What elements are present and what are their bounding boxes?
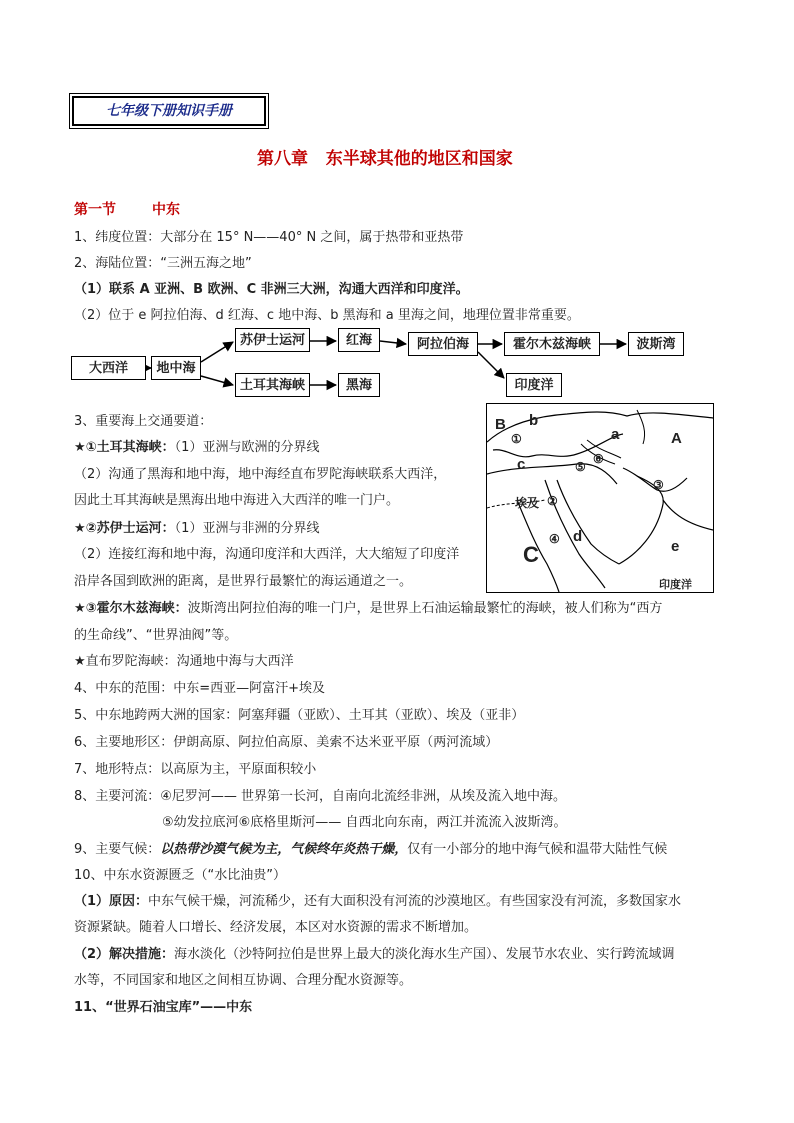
line-3b2: （2）连接红海和地中海，沟通印度洋和大西洋，大大缩短了印度洋 xyxy=(74,547,460,562)
line-3b xyxy=(74,520,319,538)
line-9 xyxy=(74,841,667,859)
line-3a2: （2）沟通了黑海和地中海，地中海经直布罗陀海峡联系大西洋， xyxy=(74,467,447,482)
line-2: 2、海陆位置：“三洲五海之地” xyxy=(74,256,252,271)
line-10b xyxy=(74,946,675,964)
line-9-b: 以热带沙漠气候为主，气候终年炎热干燥， xyxy=(160,842,408,857)
line-11: 11、“世界石油宝库”——中东 xyxy=(74,1000,253,1015)
line-3b-head: ★②苏伊士运河： xyxy=(74,521,175,536)
map-label-3: ③ xyxy=(653,478,664,492)
line-3a-text: （1）亚洲与欧洲的分界线 xyxy=(174,440,320,455)
box-turkish: 土耳其海峡 xyxy=(235,373,310,397)
line-3b-text: （1）亚洲与非洲的分界线 xyxy=(174,521,320,536)
header-tag-text: 七年级下册知识手册 xyxy=(106,103,232,119)
box-indian-ocean: 印度洋 xyxy=(506,373,562,397)
line-1: 1、纬度位置：大部分在 15° N——40° N 之间，属于热带和亚热带 xyxy=(74,230,464,245)
box-persian-gulf: 波斯湾 xyxy=(628,332,684,356)
line-10b2: 水等，不同国家和地区之间相互协调、合理分配水资源等。 xyxy=(74,973,413,988)
line-3: 3、重要海上交通要道： xyxy=(74,414,213,429)
line-6: 6、主要地形区：伊朗高原、阿拉伯高原、美索不达米亚平原（两河流域） xyxy=(74,735,499,750)
line-3c-text: 波斯湾出阿拉伯海的唯一门户，是世界上石油运输最繁忙的海峡，被人们称为“西方 xyxy=(187,601,663,616)
line-7: 7、地形特点：以高原为主，平原面积较小 xyxy=(74,762,317,777)
box-atlantic: 大西洋 xyxy=(71,356,146,380)
line-10a-text: 中东气候干燥，河流稀少，还有大面积没有河流的沙漠地区。有些国家没有河流，多数国家水 xyxy=(148,894,682,909)
line-4: 4、中东的范围：中东=西亚—阿富汗+埃及 xyxy=(74,681,326,696)
map-label-e: e xyxy=(671,538,680,555)
line-9-a: 9、主要气候： xyxy=(74,842,161,857)
line-10a2: 资源紧缺。随着人口增长、经济发展，本区对水资源的需求不断增加。 xyxy=(74,920,478,935)
line-3c xyxy=(74,600,662,618)
map-label-b: b xyxy=(529,412,539,429)
box-red-sea: 红海 xyxy=(338,328,380,352)
map-label-d: d xyxy=(573,528,583,545)
map-label-c: c xyxy=(517,456,526,473)
map-label-2: ② xyxy=(547,494,558,508)
line-8b: ⑤幼发拉底河⑥底格里斯河—— 自西北向东南，两江并流流入波斯湾。 xyxy=(162,815,567,830)
map-label-6: ⑥ xyxy=(593,452,604,466)
line-2a: （1）联系 A 亚洲、B 欧洲、C 非洲三大洲，沟通大西洋和印度洋。 xyxy=(74,282,469,297)
box-arabian-sea: 阿拉伯海 xyxy=(408,332,478,356)
line-3c2: 的生命线”、“世界油阀”等。 xyxy=(74,628,238,643)
line-2b: （2）位于 e 阿拉伯海、d 红海、c 地中海、b 黑海和 a 里海之间，地理位置非常重要。 xyxy=(74,308,580,323)
section-name: 中东 xyxy=(152,202,180,218)
box-suez: 苏伊士运河 xyxy=(235,328,310,352)
map-label-1: ① xyxy=(511,432,522,446)
line-3a-head: ★①土耳其海峡： xyxy=(74,440,175,455)
line-9-c: 仅有一小部分的地中海气候和温带大陆性气候 xyxy=(407,842,668,857)
map-label-indian-ocean: 印度洋 xyxy=(659,579,692,591)
line-8: 8、主要河流：④尼罗河—— 世界第一长河，自南向北流经非洲，从埃及流入地中海。 xyxy=(74,789,567,804)
line-10a xyxy=(74,893,681,911)
box-black-sea: 黑海 xyxy=(338,373,380,397)
box-mediterranean: 地中海 xyxy=(151,356,201,380)
line-10b-head: （2）解决措施： xyxy=(74,947,175,962)
line-3c-head: ★③霍尔木兹海峡： xyxy=(74,601,188,616)
map-label-egypt: 埃及 xyxy=(515,496,540,510)
line-3d: ★直布罗陀海峡：沟通地中海与大西洋 xyxy=(74,654,294,669)
line-5: 5、中东地跨两大洲的国家：阿塞拜疆（亚欧）、土耳其（亚欧）、埃及（亚非） xyxy=(74,708,525,723)
chapter-title: 第八章 东半球其他的地区和国家 xyxy=(257,149,513,169)
middle-east-map xyxy=(486,403,714,593)
line-3a3: 因此土耳其海峡是黑海出地中海进入大西洋的唯一门户。 xyxy=(74,493,400,508)
map-label-A: A xyxy=(671,430,682,447)
line-10: 10、中东水资源匮乏（“水比油贵”） xyxy=(74,868,287,883)
box-hormuz: 霍尔木兹海峡 xyxy=(504,332,600,356)
map-label-a: a xyxy=(611,426,620,443)
map-label-5: ⑤ xyxy=(575,460,586,474)
map-label-B: B xyxy=(495,416,506,433)
section-number: 第一节 xyxy=(74,202,116,218)
map-label-C: C xyxy=(523,542,539,567)
line-10b-text: 海水淡化（沙特阿拉伯是世界上最大的淡化海水生产国）、发展节水农业、实行跨流域调 xyxy=(174,947,675,962)
line-3a xyxy=(74,439,319,457)
line-10a-head: （1）原因： xyxy=(74,894,149,909)
map-label-4: ④ xyxy=(549,532,560,546)
line-3b3: 沿岸各国到欧洲的距离，是世界行最繁忙的海运通道之一。 xyxy=(74,574,413,589)
